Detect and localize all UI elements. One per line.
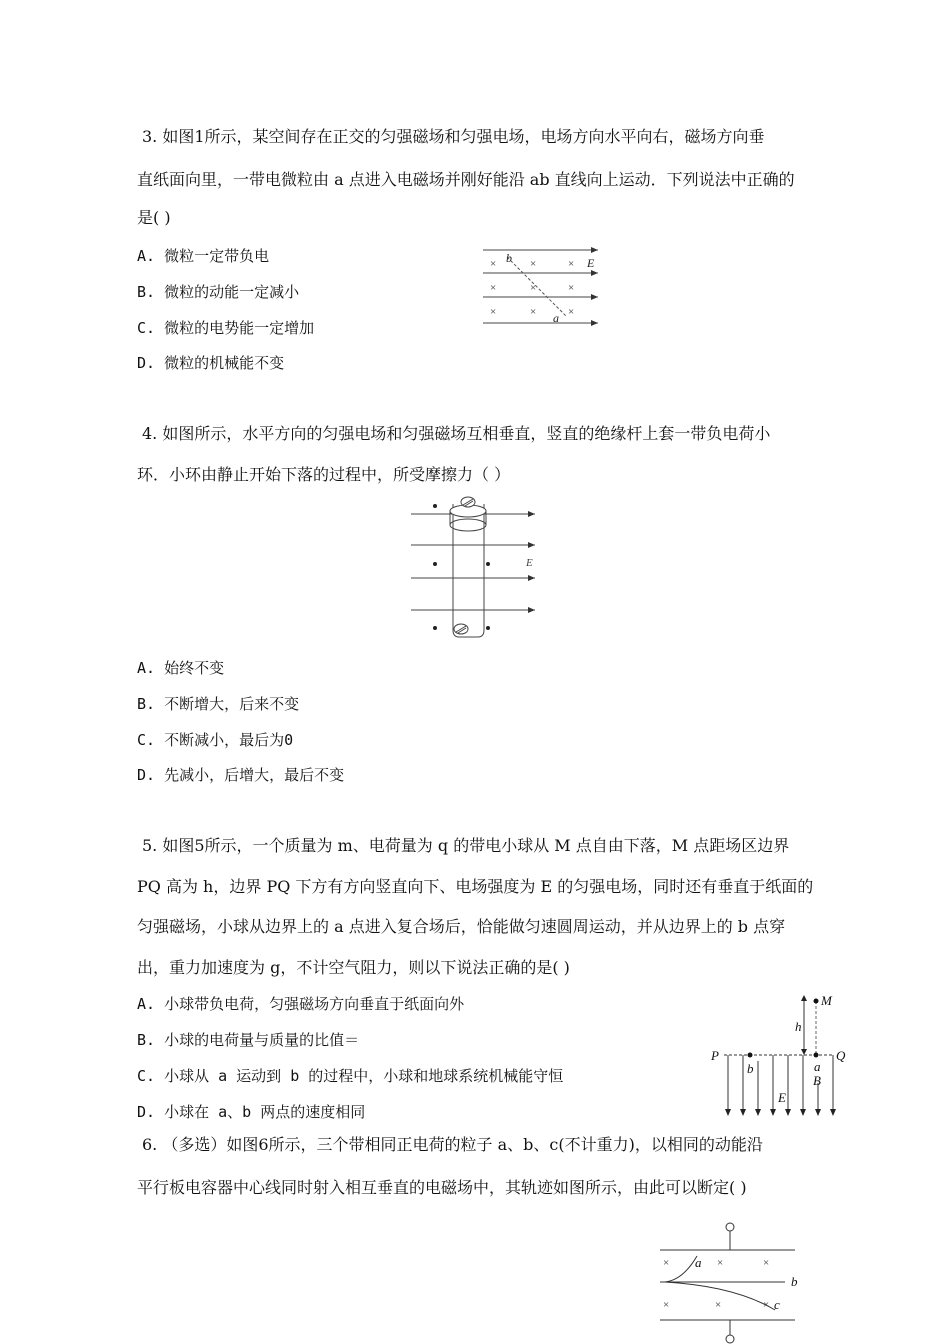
q3-cross: × xyxy=(490,258,497,270)
q3-label-b: b xyxy=(506,251,512,265)
q3-option-a: A. 微粒一定带负电 xyxy=(137,247,270,265)
q6-label-c: c xyxy=(774,1297,780,1312)
q6-line-1: 6. （多选）如图6所示，三个带相同正电荷的粒子 a、b、c(不计重力)，以相同的动能沿 xyxy=(142,1135,763,1154)
q6-cross: × xyxy=(763,1299,770,1311)
q5-line-3: 匀强磁场，小球从边界上的 a 点进入复合场后，恰能做匀速圆周运动，并从边界上的 b 点穿 xyxy=(137,917,786,936)
q6-line-2: 平行板电容器中心线同时射入相互垂直的电磁场中，其轨迹如图所示，由此可以断定( ) xyxy=(137,1178,747,1197)
q3-cross: × xyxy=(568,306,575,318)
q6-cross: × xyxy=(717,1257,724,1269)
q5-line-1: 5. 如图5所示，一个质量为 m、电荷量为 q 的带电小球从 M 点自由下落，M 点距场区边界 xyxy=(142,836,790,855)
q3-option-b: B. 微粒的动能一定减小 xyxy=(137,283,300,301)
q5-label-m: M xyxy=(821,993,832,1008)
q6-cross: × xyxy=(763,1257,770,1269)
q4-label-e: E xyxy=(526,557,533,569)
q3-option-c: C. 微粒的电势能一定增加 xyxy=(137,319,315,337)
q5-figure xyxy=(708,993,850,1118)
q3-cross: × xyxy=(530,282,537,294)
q3-line-1: 3. 如图1所示，某空间存在正交的匀强磁场和匀强电场，电场方向水平向右，磁场方向垂 xyxy=(142,127,765,146)
q3-cross: × xyxy=(490,306,497,318)
q3-cross: × xyxy=(530,258,537,270)
q3-cross: × xyxy=(568,282,575,294)
q3-cross: × xyxy=(490,282,497,294)
q5-label-q: Q xyxy=(836,1048,846,1063)
q6-figure xyxy=(655,1220,805,1344)
q6-label-b: b xyxy=(791,1274,798,1289)
q4-option-d: D. 先减小，后增大，最后不变 xyxy=(137,766,345,784)
q4-line-2: 环．小环由静止开始下落的过程中，所受摩擦力（ ） xyxy=(137,465,511,484)
q3-cross: × xyxy=(568,258,575,270)
q6-label-a: a xyxy=(695,1255,702,1270)
q3-cross: × xyxy=(530,306,537,318)
q5-line-4: 出，重力加速度为 g，不计空气阻力，则以下说法正确的是( ) xyxy=(137,958,570,977)
q3-label-a: a xyxy=(553,311,559,325)
q3-label-e: E xyxy=(587,256,595,270)
q6-cross: × xyxy=(715,1299,722,1311)
q5-option-a: A. 小球带负电荷，匀强磁场方向垂直于纸面向外 xyxy=(137,995,465,1013)
q4-option-b: B. 不断增大，后来不变 xyxy=(137,695,300,713)
q4-line-1: 4. 如图所示，水平方向的匀强电场和匀强磁场互相垂直，竖直的绝缘杆上套一带负电荷小 xyxy=(142,424,771,443)
q5-label-field-b: B xyxy=(813,1073,821,1088)
q6-cross: × xyxy=(663,1257,670,1269)
q3-line-2: 直纸面向里，一带电微粒由 a 点进入电磁场并刚好能沿 ab 直线向上运动．下列说法中正确的 xyxy=(137,170,795,189)
q5-label-p: P xyxy=(711,1048,719,1063)
q5-option-c: C. 小球从 a 运动到 b 的过程中，小球和地球系统机械能守恒 xyxy=(137,1067,564,1085)
q6-cross: × xyxy=(663,1299,670,1311)
q5-label-a: a xyxy=(814,1059,821,1074)
q5-label-h: h xyxy=(795,1019,802,1034)
q5-option-b: B. 小球的电荷量与质量的比值＝ xyxy=(137,1031,360,1049)
q3-line-3: 是( ) xyxy=(137,208,171,227)
q3-option-d: D. 微粒的机械能不变 xyxy=(137,354,285,372)
q5-label-e: E xyxy=(778,1090,786,1105)
q5-label-b: b xyxy=(747,1061,754,1076)
q4-figure xyxy=(408,492,543,642)
q5-line-2: PQ 高为 h，边界 PQ 下方有方向竖直向下、电场强度为 E 的匀强电场，同时还有垂直于纸面的 xyxy=(137,877,814,896)
q4-option-c: C. 不断减小，最后为0 xyxy=(137,731,294,749)
q4-option-a: A. 始终不变 xyxy=(137,659,225,677)
q3-figure xyxy=(480,240,605,332)
q5-option-d: D. 小球在 a、b 两点的速度相同 xyxy=(137,1103,366,1121)
